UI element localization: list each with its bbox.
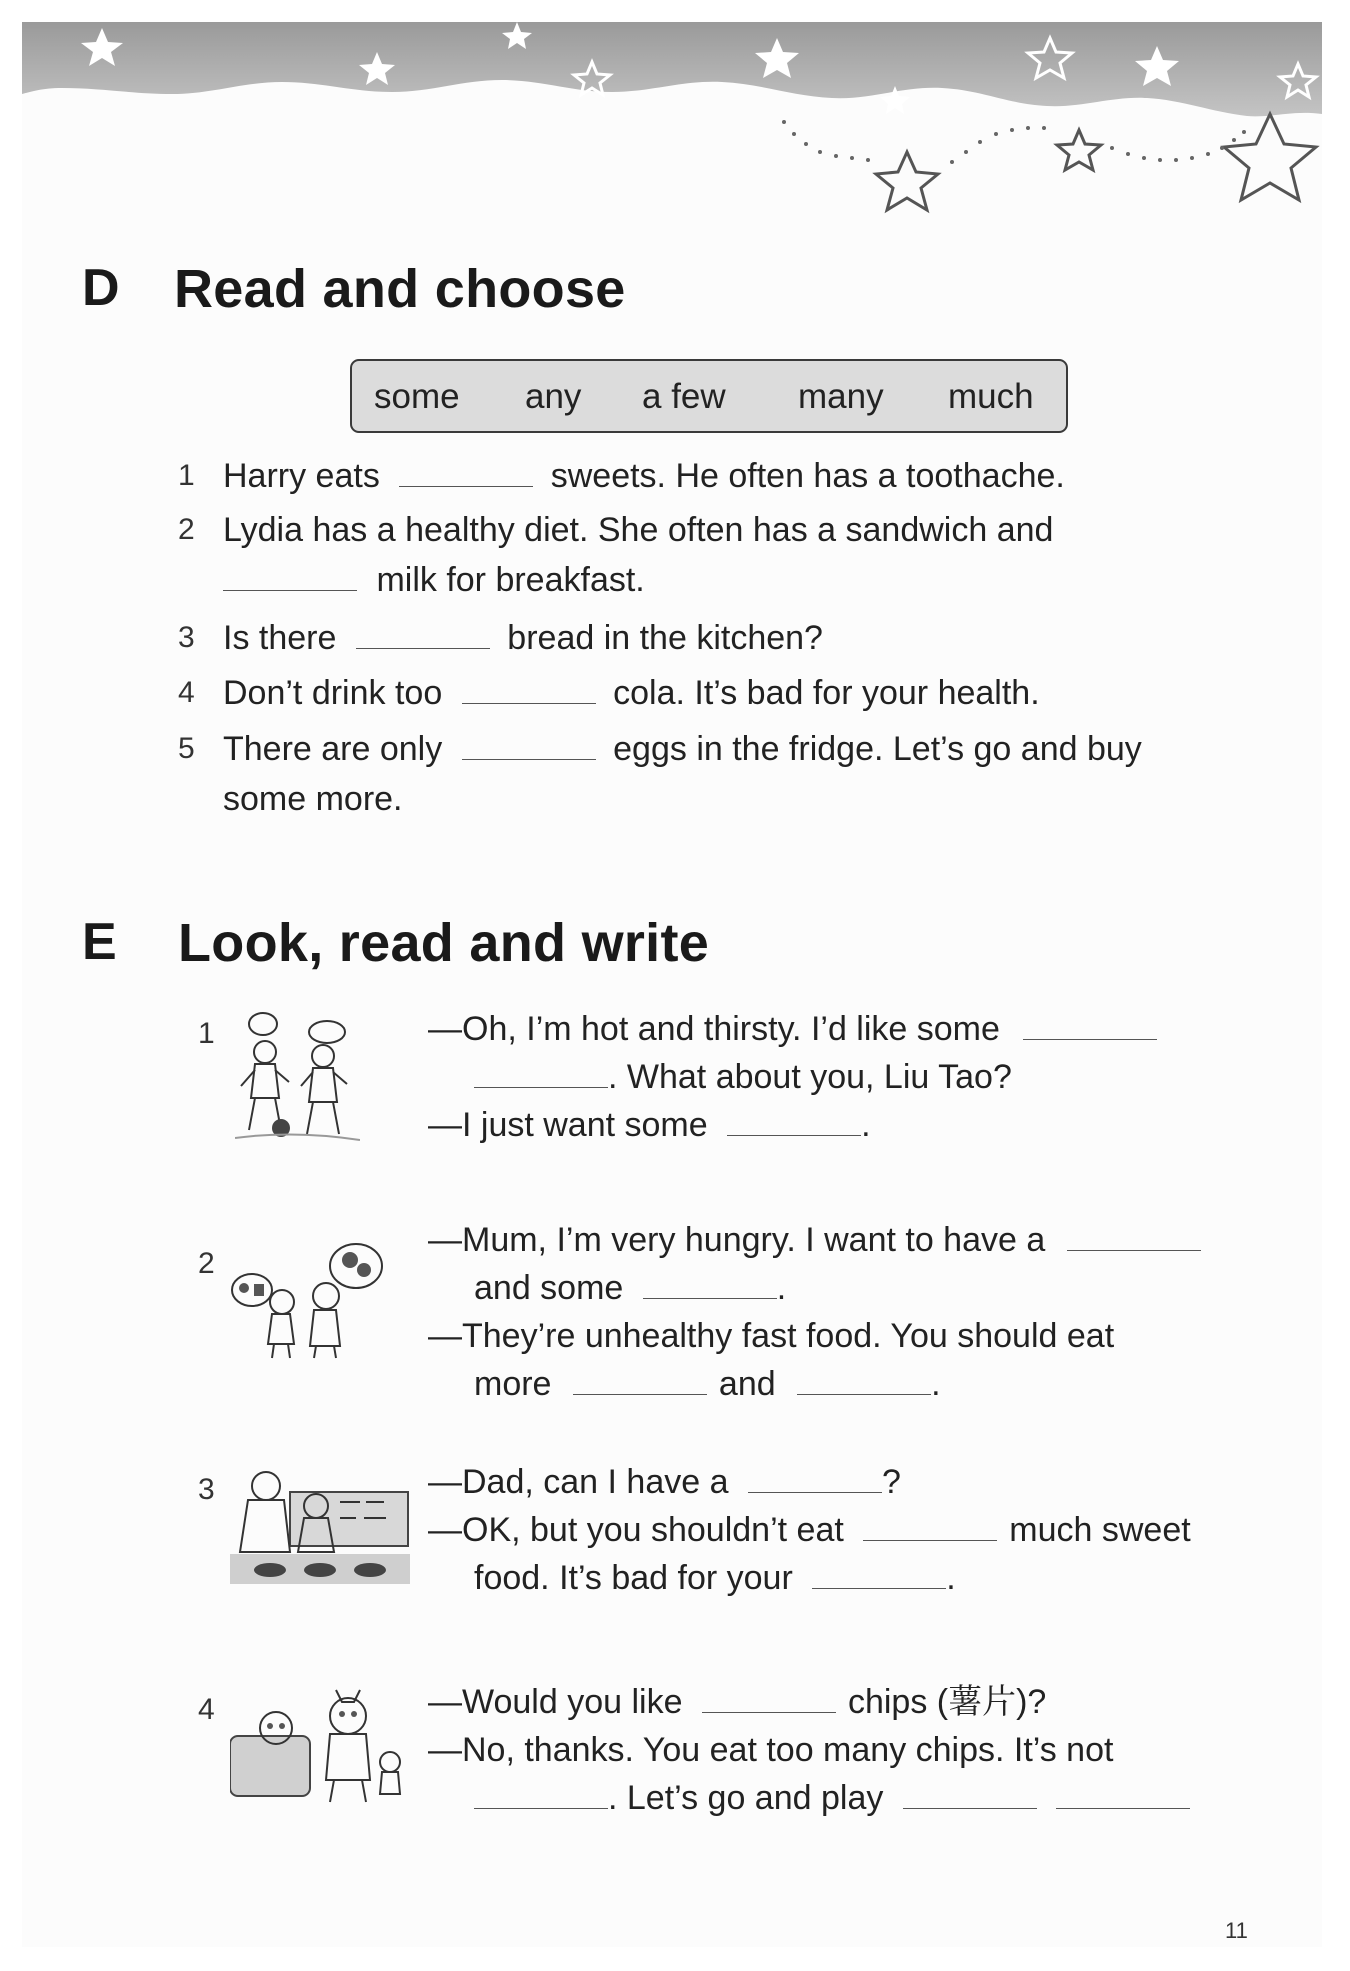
animals-eating-chips-illustration xyxy=(230,1686,410,1806)
sentence-text: Lydia has a healthy diet. She often has a sandwich and xyxy=(223,511,1054,549)
sentence-text: Don’t drink too xyxy=(223,674,443,712)
section-d-title: Read and choose xyxy=(174,259,626,319)
dialogue-text: much sweet xyxy=(1009,1511,1191,1549)
dialogue-text: . Let’s go and play xyxy=(608,1779,884,1817)
item-number: 3 xyxy=(178,621,195,654)
answer-blank[interactable] xyxy=(356,618,490,649)
sentence-line xyxy=(223,510,1053,550)
word-bank-item: some xyxy=(374,377,460,416)
dialogue-text: and xyxy=(718,1365,776,1403)
dialogue-line xyxy=(474,1268,786,1308)
dialogue-line xyxy=(474,1558,956,1598)
boy-and-mum-fast-food-illustration xyxy=(230,1240,390,1360)
dialogue-text: —Oh, I’m hot and thirsty. I’d like some xyxy=(428,1010,1000,1048)
item-number: 1 xyxy=(178,459,195,492)
answer-blank[interactable] xyxy=(643,1268,777,1299)
page-number: 11 xyxy=(1225,1918,1248,1943)
dialogue-line xyxy=(428,1316,1114,1356)
word-bank xyxy=(350,359,1068,433)
answer-blank[interactable] xyxy=(474,1778,608,1809)
answer-blank[interactable] xyxy=(702,1682,836,1713)
dialogue-line xyxy=(428,1730,1113,1770)
dialogue-text: food. It’s bad for your xyxy=(474,1559,793,1597)
dialogue-text: chips (薯片)? xyxy=(847,1683,1047,1721)
dialogue-text: . xyxy=(776,1269,787,1307)
dialogue-line xyxy=(428,1220,1201,1260)
sentence-text: cola. It’s bad for your health. xyxy=(613,674,1040,712)
dialogue-line xyxy=(474,1057,1012,1097)
section-e-letter: E xyxy=(82,913,117,971)
dialogue-text: —They’re unhealthy fast food. You should eat xyxy=(428,1317,1115,1355)
dialogue-text: . xyxy=(931,1365,941,1403)
sentence-line xyxy=(223,618,823,658)
item-number: 4 xyxy=(178,676,195,709)
word-bank-item: many xyxy=(798,377,884,416)
sentence-text: There are only xyxy=(223,730,443,768)
section-d-letter: D xyxy=(82,259,120,317)
dialogue-text: —No, thanks. You eat too many chips. It’s not xyxy=(428,1731,1114,1769)
answer-blank[interactable] xyxy=(399,456,533,487)
answer-blank[interactable] xyxy=(462,729,596,760)
sentence-line xyxy=(223,779,403,819)
sentence-line xyxy=(223,560,645,600)
item-number: 1 xyxy=(198,1017,215,1050)
item-number: 2 xyxy=(198,1247,215,1280)
dialogue-line xyxy=(428,1462,901,1502)
answer-blank[interactable] xyxy=(462,673,596,704)
dialogue-text: ? xyxy=(881,1463,901,1501)
dialogue-text: . xyxy=(861,1106,871,1144)
dialogue-text: —OK, but you shouldn’t eat xyxy=(428,1511,844,1549)
dialogue-line xyxy=(474,1778,1190,1818)
sentence-line xyxy=(223,456,1065,496)
answer-blank[interactable] xyxy=(1023,1009,1157,1040)
star-banner xyxy=(22,22,1322,252)
dialogue-text: —Mum, I’m very hungry. I want to have a xyxy=(428,1221,1046,1259)
item-number: 4 xyxy=(198,1693,215,1726)
dialogue-text: . What about you, Liu Tao? xyxy=(608,1058,1012,1096)
dialogue-text: more xyxy=(474,1365,552,1403)
answer-blank[interactable] xyxy=(748,1462,882,1493)
answer-blank[interactable] xyxy=(903,1778,1037,1809)
answer-blank[interactable] xyxy=(223,560,357,591)
dialogue-text: —Dad, can I have a xyxy=(428,1463,729,1501)
item-number: 2 xyxy=(178,513,195,546)
dialogue-line xyxy=(428,1009,1157,1049)
item-number: 5 xyxy=(178,732,195,765)
dialogue-line xyxy=(428,1510,1191,1550)
sentence-line xyxy=(223,673,1040,713)
sentence-line xyxy=(223,729,1142,769)
sentence-text: some more. xyxy=(223,780,403,818)
word-bank-item: a few xyxy=(642,377,726,416)
dialogue-text: —Would you like xyxy=(428,1683,683,1721)
sentence-text: sweets. He often has a toothache. xyxy=(550,457,1065,495)
sentence-text: milk for breakfast. xyxy=(376,561,645,599)
sentence-text: eggs in the fridge. Let’s go and buy xyxy=(613,730,1142,768)
answer-blank[interactable] xyxy=(863,1510,997,1541)
sentence-text: Harry eats xyxy=(223,457,380,495)
answer-blank[interactable] xyxy=(727,1105,861,1136)
sentence-text: Is there xyxy=(223,619,337,657)
word-bank-item: any xyxy=(525,377,582,416)
section-e-title: Look, read and write xyxy=(178,913,710,973)
dialogue-line xyxy=(428,1105,871,1145)
boys-playing-football-illustration xyxy=(235,1010,360,1145)
answer-blank[interactable] xyxy=(474,1057,608,1088)
dialogue-text: . xyxy=(946,1559,956,1597)
answer-blank[interactable] xyxy=(797,1364,931,1395)
dad-and-son-bakery-illustration xyxy=(230,1466,410,1586)
dialogue-line xyxy=(428,1682,1046,1722)
dialogue-line xyxy=(474,1364,941,1404)
dialogue-text: and some xyxy=(474,1269,624,1307)
answer-blank[interactable] xyxy=(573,1364,707,1395)
sentence-text: bread in the kitchen? xyxy=(507,619,823,657)
answer-blank[interactable] xyxy=(1056,1778,1190,1809)
worksheet-page xyxy=(22,22,1322,1947)
item-number: 3 xyxy=(198,1473,215,1506)
answer-blank[interactable] xyxy=(812,1558,946,1589)
dialogue-text: —I just want some xyxy=(428,1106,708,1144)
answer-blank[interactable] xyxy=(1067,1220,1201,1251)
word-bank-item: much xyxy=(948,377,1034,416)
